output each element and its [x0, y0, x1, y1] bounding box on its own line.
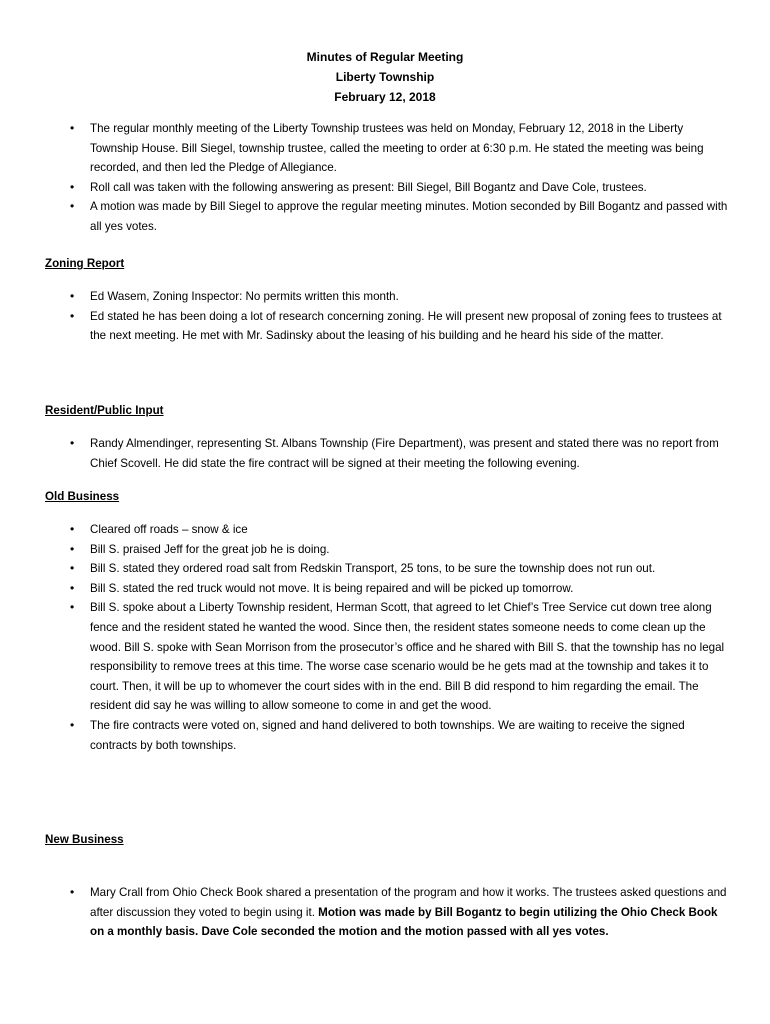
title-line-date: February 12, 2018 — [334, 90, 436, 104]
list-item: • Randy Almendinger, representing St. Albans Township (Fire Department), was present and stated there was no report from Chief Scovell. He did state the fire contract will be signed at their meeting the following evening. — [90, 434, 730, 473]
list-item: • The regular monthly meeting of the Liberty Township trustees was held on Monday, February 12, 2018 in the Liberty Township House. Bill Siegel, township trustee, called the meeting to order at 6:30 p.m. He stated the meeting was being recorded, and then led the Pledge of Allegiance. — [90, 119, 730, 178]
list-item: • Ed stated he has been doing a lot of research concerning zoning. He will present new proposal of zoning fees to trustees at the next meeting. He met with Mr. Sadinsky about the leasing of his building and he heard his side of the matter. — [90, 307, 730, 346]
list-item: • Bill S. stated the red truck would not move. It is being repaired and will be picked up tomorrow. — [90, 579, 730, 599]
title-line-meeting: Minutes of Regular Meeting — [306, 50, 464, 64]
list-item: • The fire contracts were voted on, signed and hand delivered to both townships. We are waiting to receive the signed contracts by both townships. — [90, 716, 730, 755]
new-business-motion-text: Motion was made by Bill Bogantz to begin utilizing the Ohio Check Book on a monthly basis. Dave Cole seconded the motion and the motion passed with all yes votes. — [90, 905, 718, 939]
list-item: • Bill S. spoke about a Liberty Township resident, Herman Scott, that agreed to let Chief’s Tree Service cut down tree along fence and the resident stated he wanted the wood. Since then, the resident states someone needs to come clean up the wood. Bill S. spoke with Sean Morrison from the prosecutor’s office and he shared with Bill S. that the township has no legal responsibility to remove trees at this time. The worse case scenario would be he gets mad at the township and takes it to court. Then, it will be up to whomever the court sides with in the end. Bill B did respond to him regarding the email. The resident did say he was willing to allow someone to come in and get the wood. — [90, 598, 730, 716]
list-item — [90, 883, 730, 942]
list-item: • Bill S. stated they ordered road salt from Redskin Transport, 25 tons, to be sure the township does not run out. — [90, 559, 730, 579]
list-item: • Cleared off roads – snow & ice — [90, 520, 730, 540]
new-business-list — [90, 883, 730, 942]
new-business-text: Mary Crall from Ohio Check Book shared a presentation of the program and how it works. The trustees asked questions and after discussion they voted to begin using it. — [90, 886, 727, 919]
list-item: • Ed Wasem, Zoning Inspector: No permits written this month. — [90, 287, 730, 307]
intro-list — [90, 119, 730, 237]
zoning-report-heading: Zoning Report — [45, 257, 125, 270]
new-business-heading: New Business — [45, 833, 124, 846]
resident-list — [90, 434, 730, 473]
list-item: • Roll call was taken with the following answering as present: Bill Siegel, Bill Bogantz and Dave Cole, trustees. — [90, 178, 730, 198]
title-line-township: Liberty Township — [335, 70, 435, 84]
zoning-list — [90, 287, 730, 346]
old-business-list — [90, 520, 730, 755]
old-business-heading: Old Business — [45, 490, 120, 503]
document-title-block — [0, 47, 770, 107]
list-item: • Bill S. praised Jeff for the great job he is doing. — [90, 540, 730, 560]
resident-input-heading: Resident/Public Input — [45, 404, 164, 417]
list-item: • A motion was made by Bill Siegel to approve the regular meeting minutes. Motion seconded by Bill Bogantz and passed with all yes votes. — [90, 197, 730, 236]
